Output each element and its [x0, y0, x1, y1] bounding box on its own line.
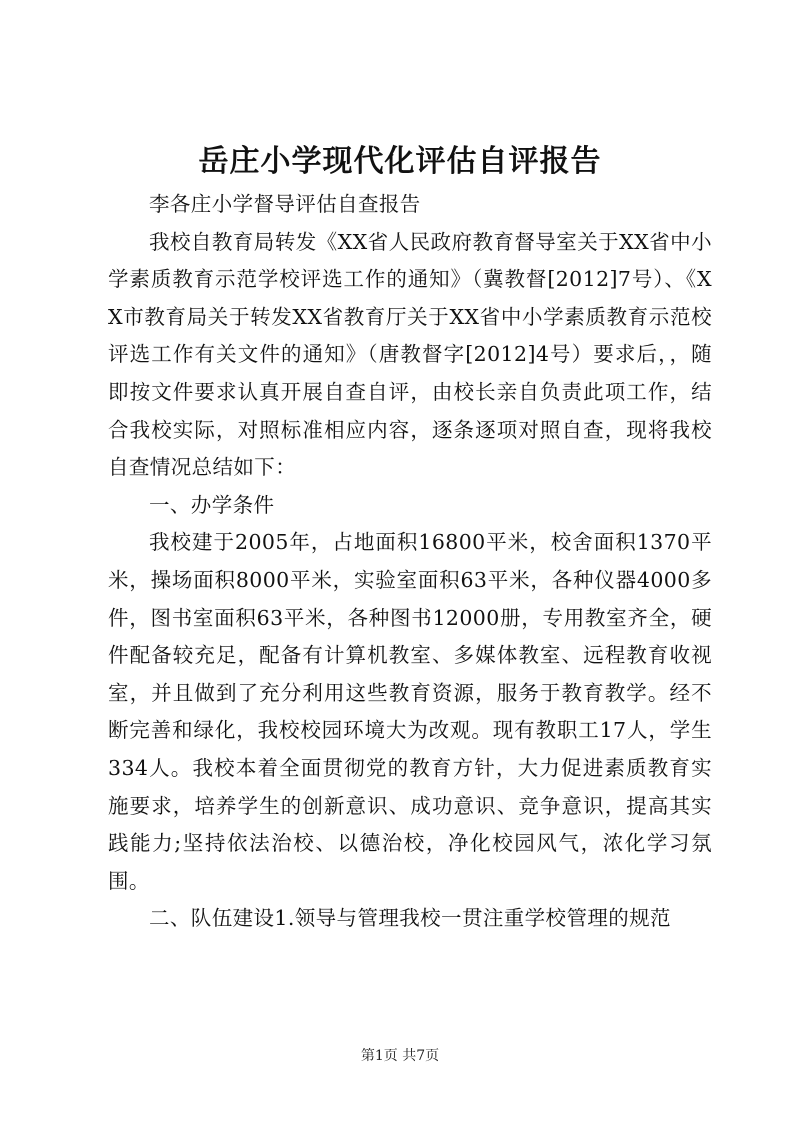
- document-body: [108, 186, 712, 938]
- intro-paragraph: 我校自教育局转发《XX省人民政府教育督导室关于XX省中小学素质教育示范学校评选工作的通知》（冀教督[2012]7号）、《XX市教育局关于转发XX省教育厅关于XX省中小学素质教育示范校评选工作有关文件的通知》（唐教督字[2012]4号）要求后，，随即按文件要求认真开展自查自评，由校长亲自负责此项工作，结合我校实际，对照标准相应内容，逐条逐项对照自查，现将我校自查情况总结如下：: [108, 229, 712, 480]
- conditions-paragraph: 我校建于2005年，占地面积16800平米，校舍面积1370平米，操场面积8000平米，实验室面积63平米，各种仪器4000多件，图书室面积63平米，各种图书12000册，专用教室齐全，硬件配备较充足，配备有计算机教室、多媒体教室、远程教育收视室，并且做到了充分利用这些教育资源，服务于教育教学。经不断完善和绿化，我校校园环境大为改观。现有教职工17人，学生334人。我校本着全面贯彻党的教育方针，大力促进素质教育实施要求，培养学生的创新意识、成功意识、竞争意识，提高其实践能力;坚持依法治校、以德治校，净化校园风气，浓化学习氛围。: [108, 530, 712, 893]
- team-building-paragraph: 二、队伍建设1.领导与管理我校一贯注重学校管理的规范: [149, 906, 671, 931]
- page-number-footer: 第1页 共7页: [360, 1048, 440, 1064]
- document-title: 岳庄小学现代化评估自评报告: [198, 144, 602, 179]
- subtitle-paragraph: 李各庄小学督导评估自查报告: [149, 192, 421, 216]
- section-heading-conditions: 一、办学条件: [149, 492, 275, 517]
